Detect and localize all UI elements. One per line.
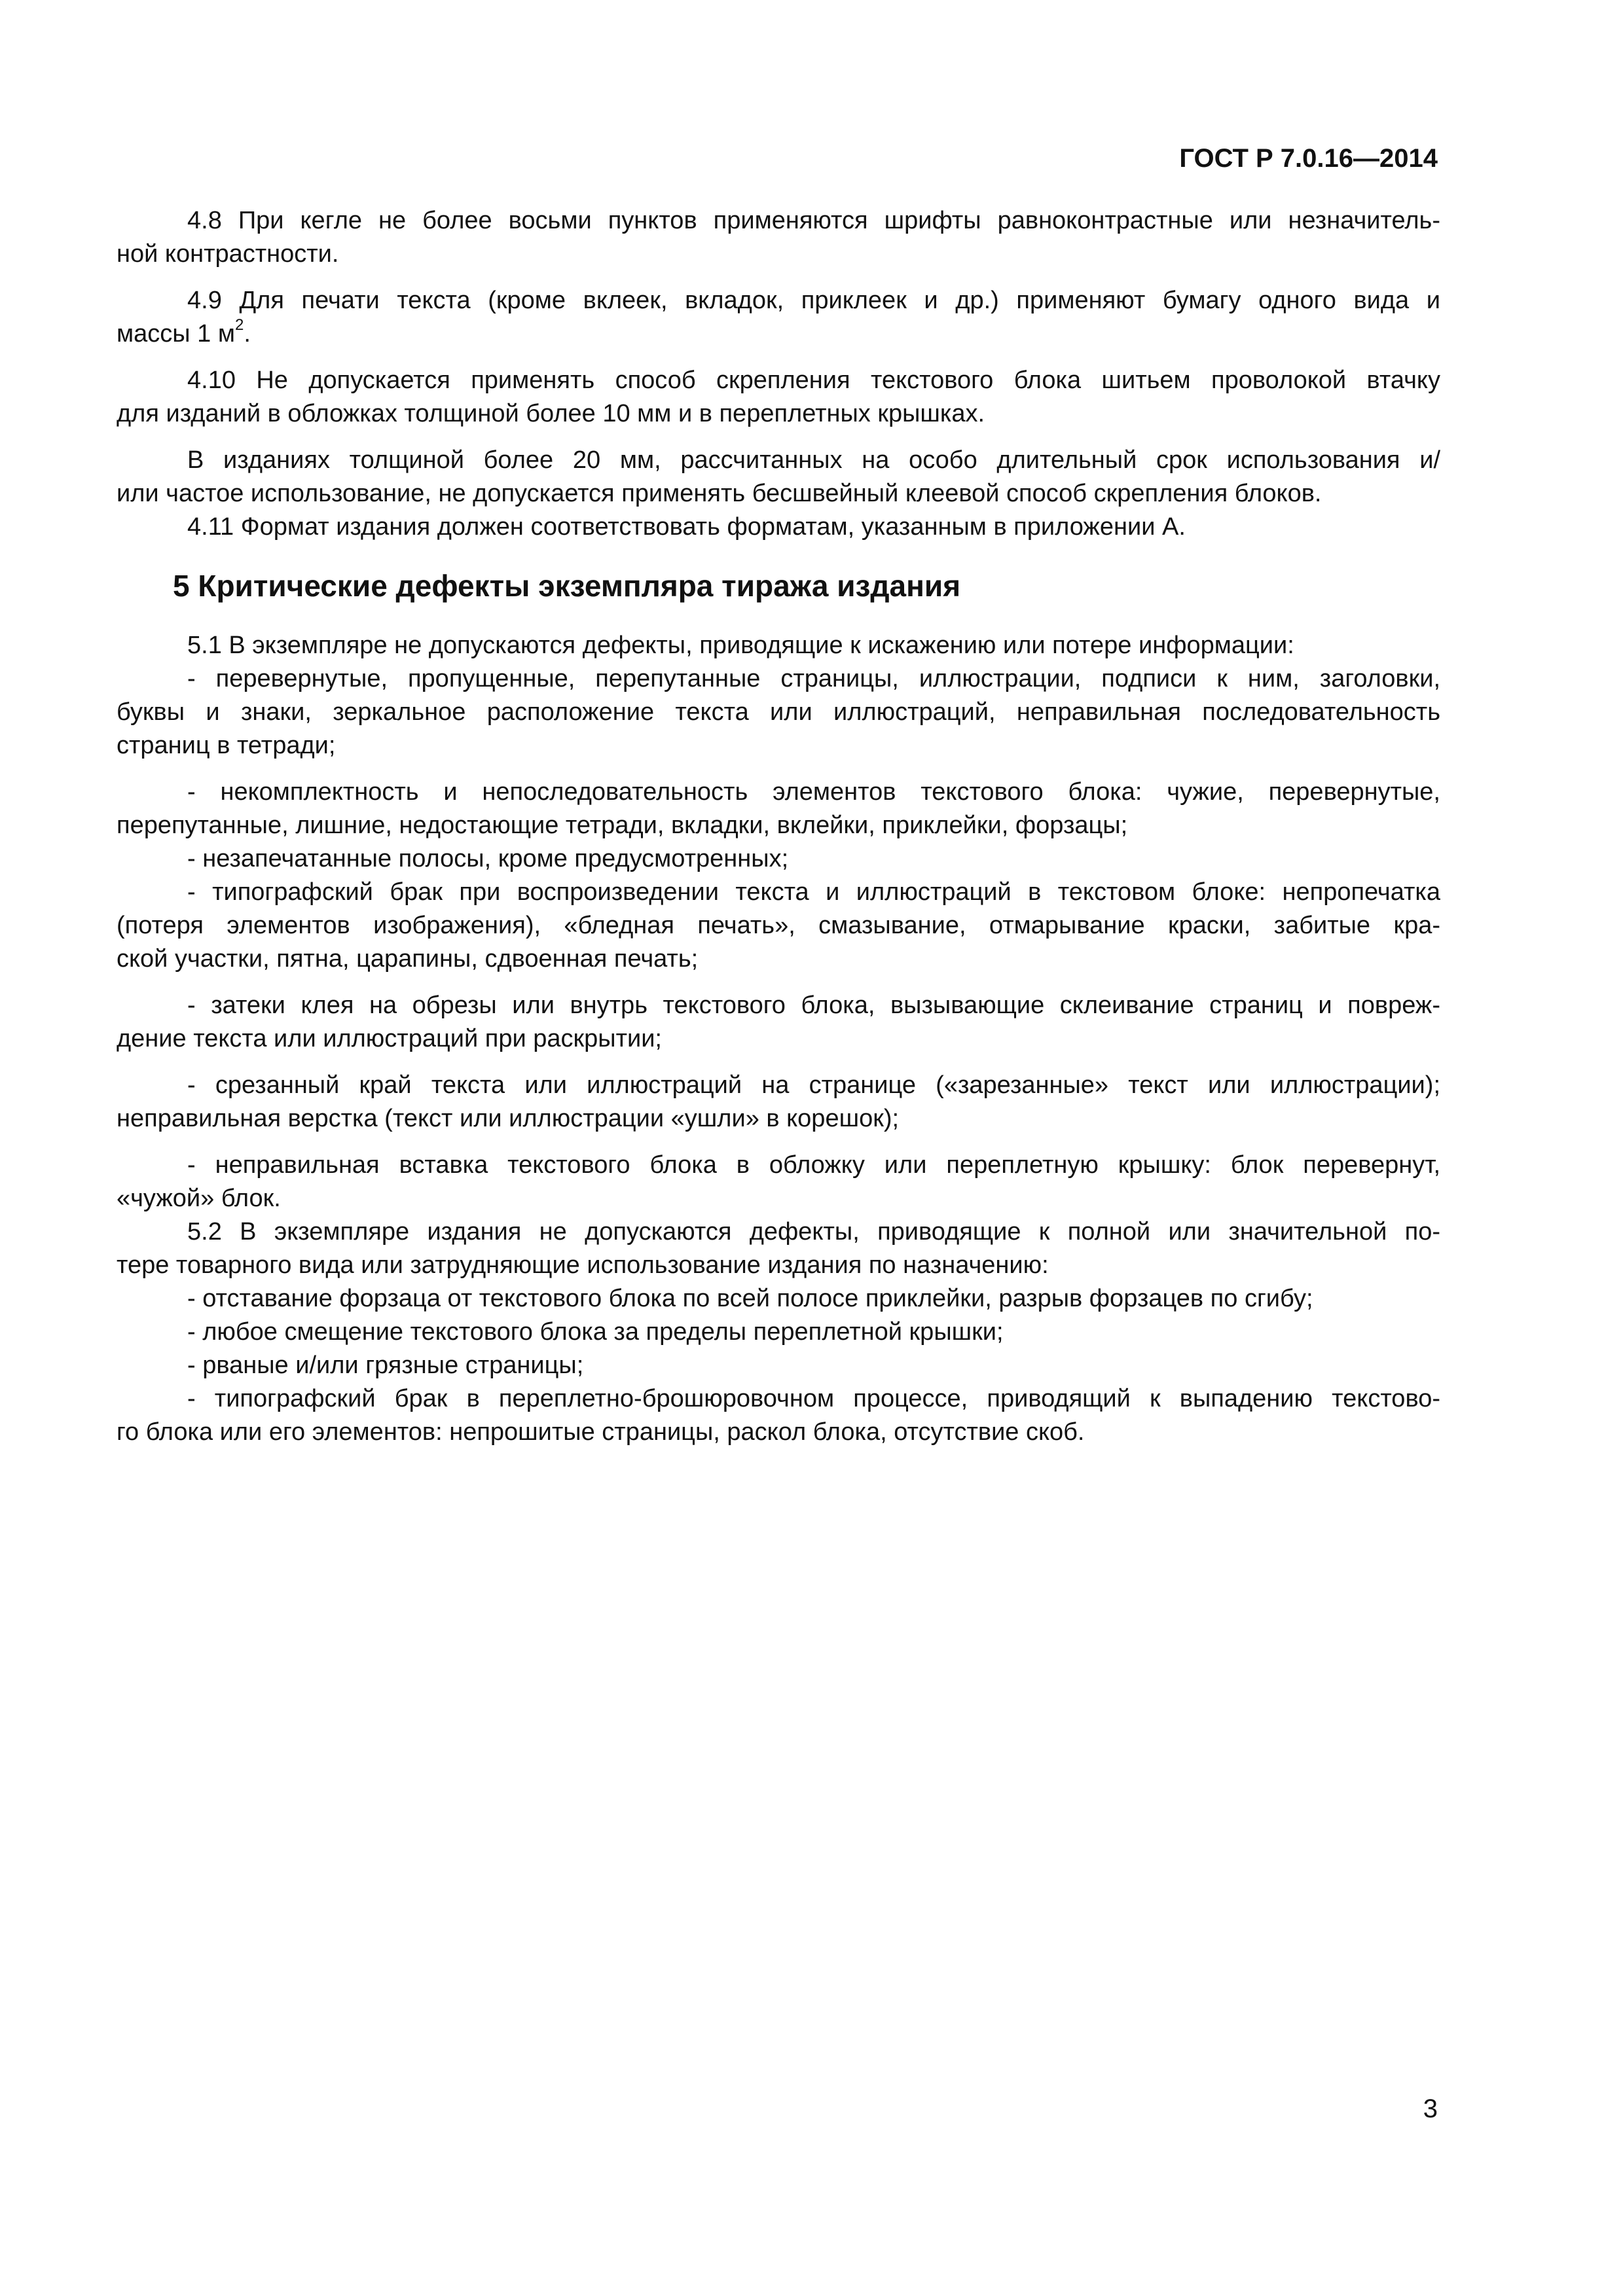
defect-item-4-line-1: - типографский брак в переплетно-брошюровочном процессе, приводящий к выпадению текстово-: [187, 1385, 1440, 1412]
paragraph-4-10b-line-1: В изданиях толщиной более 20 мм, рассчитанных на особо длительный срок использования и/: [187, 446, 1440, 474]
list-item-3: - незапечатанные полосы, кроме предусмотренных;: [187, 845, 789, 872]
page-number: 3: [1423, 2094, 1438, 2123]
paragraph-4-8-line-2: ной контрастности.: [117, 240, 339, 268]
paragraph-4-10-line-2: для изданий в обложках толщиной более 10 мм и в переплетных крышках.: [117, 400, 985, 427]
paragraph-4-11: 4.11 Формат издания должен соответствовать форматам, указанным в приложении А.: [187, 513, 1186, 541]
paragraph-4-9-line-2: массы 1 $м^2$.: [117, 316, 251, 348]
list-item-2-line-2: перепутанные, лишние, недостающие тетради, вкладки, вклейки, приклейки, форзацы;: [117, 812, 1128, 839]
paragraph-4-10-line-1: 4.10 Не допускается применять способ скрепления текстового блока шитьем проволокой втачку: [187, 367, 1440, 394]
list-item-1-line-3: страниц в тетради;: [117, 732, 336, 759]
list-item-7-line-2: «чужой» блок.: [117, 1185, 281, 1212]
paragraph-4-9-line-1: 4.9 Для печати текста (кроме вклеек, вкладок, приклеек и др.) применяют бумагу одного вида и: [187, 287, 1440, 314]
paragraph-4-10b-line-2: или частое использование, не допускается применять бесшвейный клеевой способ скрепления блоков.: [117, 480, 1322, 507]
list-item-5-line-1: - затеки клея на обрезы или внутрь текстового блока, вызывающие склеивание страниц и повреж-: [187, 992, 1440, 1019]
list-item-6-line-2: неправильная верстка (текст или иллюстрации «ушли» в корешок);: [117, 1105, 900, 1132]
list-item-6-line-1: - срезанный край текста или иллюстраций на странице («зарезанные» текст или иллюстрации);: [187, 1071, 1440, 1099]
defect-item-3: - рваные и/или грязные страницы;: [187, 1352, 584, 1379]
list-item-1-line-2: буквы и знаки, зеркальное расположение текста или иллюстраций, неправильная последовательность: [117, 698, 1440, 726]
defect-item-2: - любое смещение текстового блока за пределы переплетной крышки;: [187, 1318, 1004, 1346]
paragraph-5-2-line-2: тере товарного вида или затрудняющие использование издания по назначению:: [117, 1251, 1049, 1279]
defect-item-1: - отставание форзаца от текстового блока по всей полосе приклейки, разрыв форзацев по сгибу;: [187, 1285, 1313, 1312]
list-item-1-line-1: - перевернутые, пропущенные, перепутанные страницы, иллюстрации, подписи к ним, заголовки,: [187, 665, 1440, 692]
section-5-heading: 5 Критические дефекты экземпляра тиража издания: [173, 569, 961, 603]
document-body: [117, 204, 1440, 1449]
paragraph-5-1: 5.1 В экземпляре не допускаются дефекты, приводящие к искажению или потере информации:: [187, 632, 1294, 659]
list-item-4-line-2: (потеря элементов изображения), «бледная печать», смазывание, отмарывание краски, забитые кра-: [117, 912, 1440, 939]
list-item-5-line-2: дение текста или иллюстраций при раскрытии;: [117, 1025, 662, 1052]
list-item-4-line-1: - типографский брак при воспроизведении текста и иллюстраций в текстовом блоке: непропечатка: [187, 878, 1440, 906]
document-standard-id: ГОСТ Р 7.0.16—2014: [1179, 144, 1438, 173]
paragraph-5-2-line-1: 5.2 В экземпляре издания не допускаются дефекты, приводящие к полной или значительной по-: [187, 1218, 1440, 1246]
paragraph-4-8-line-1: 4.8 При кегле не более восьми пунктов применяются шрифты равноконтрастные или незначитель-: [187, 207, 1440, 234]
list-item-4-line-3: ской участки, пятна, царапины, сдвоенная печать;: [117, 945, 699, 973]
list-item-7-line-1: - неправильная вставка текстового блока в обложку или переплетную крышку: блок перевернут,: [187, 1151, 1440, 1179]
list-item-2-line-1: - некомплектность и непоследовательность элементов текстового блока: чужие, перевернутые,: [187, 778, 1440, 806]
defect-item-4-line-2: го блока или его элементов: непрошитые страницы, раскол блока, отсутствие скоб.: [117, 1418, 1085, 1446]
